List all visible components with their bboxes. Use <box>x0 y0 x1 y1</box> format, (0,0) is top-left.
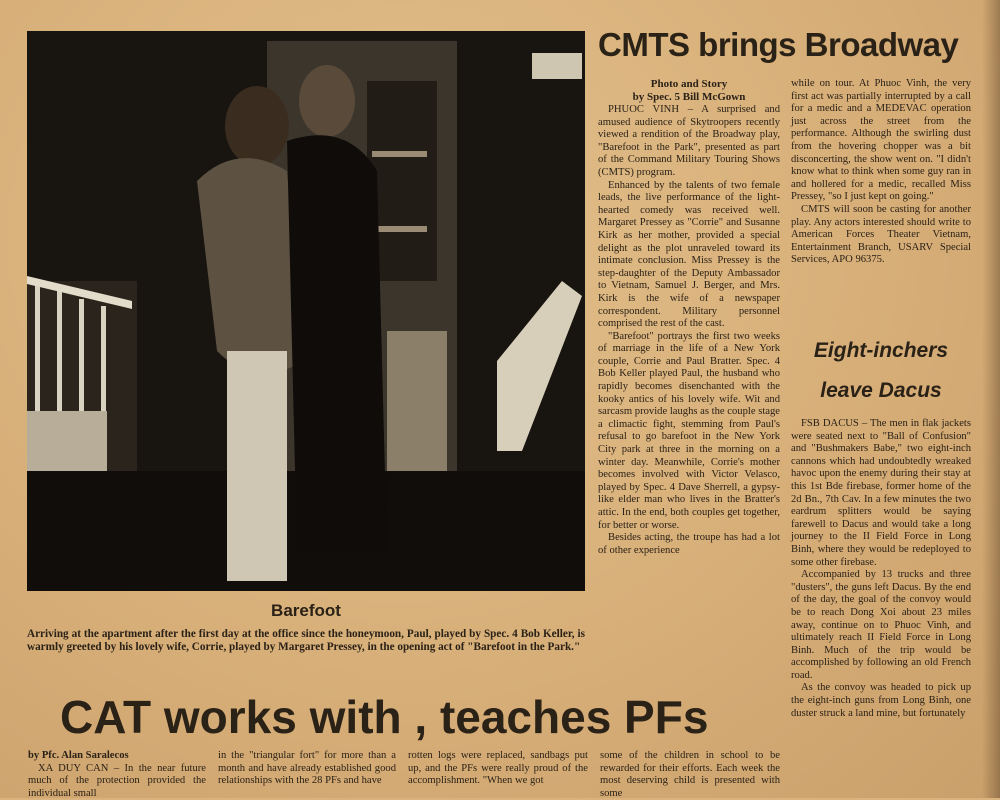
article2-column <box>791 418 971 720</box>
article3-column3 <box>408 750 588 788</box>
article1-paragraph: Besides acting, the troupe has had a lot of other experience <box>598 532 780 556</box>
article2-paragraph: As the convoy was headed to pick up the eight-inch guns from Long Binh, one duster struck a land mine, but fortunately <box>791 682 971 719</box>
headline-cmts: CMTS brings Broadway <box>598 26 959 63</box>
article1-paragraph: Enhanced by the talents of two female leads, the live performance of the light-hearted comedy was received well. Margaret Pressey as "Corrie" and Susanne Kirk as her mother, provided a special delight as the plot unraveled toward its intimate conclusion. Miss Pressey is the step-daughter of the Deputy Ambassador to Vietnam, Samuel J. Berger, and Mrs. Kirk is the wife of a newspaper correspondent. Military personnel comprised the rest of the cast. <box>598 179 780 330</box>
byline-photo-story: Photo and Story <box>650 78 728 90</box>
article1-paragraph: PHUOC VINH – A surprised and amused audience of Skytroopers recently viewed a rendition of the Broadway play, "Barefoot in the Park", presented as part of the Command Military Touring Shows (CMTS) program. <box>598 104 780 178</box>
article3-paragraph: XA DUY CAN – In the near future much of the protection provided the individual small <box>28 762 206 799</box>
article1-paragraph: "Barefoot" portrays the first two weeks of marriage in the life of a New York couple, Corrie and Paul Bratter. Spec. 4 Bob Keller played Paul, the husband who rapidly becomes disenchanted with the kooky antics of his lovely wife. Wit and sarcasm provide laughs as the couple stage a climactic fight, stemming from Paul's refusal to go barefoot in the New York City park at three in the morning on a winter day. Meanwhile, Corrie's mother becomes involved with Victor Velasco, played by Spec. 4 Dave Sherrell, a gypsy-like elder man who lives in the Bratter's attic. In the end, both couples get together, for better or worse. <box>598 330 780 531</box>
article1-column1 <box>598 78 780 557</box>
article2-paragraph: FSB DACUS – The men in flak jackets were seated next to "Ball of Confusion" and "Bushmakers Babe," two eight-inch cannons which had undoubtedly wreaked havoc upon the enemy during their stay at this 1st Bde firebase, former home of the 2d Bn., 7th Cav. In a few minutes the two eardrum splitters would be saying farewell to Dacus and would take a long journey to the II Field Force in Long Binh, where they would be redeployed to some other firebase. <box>791 418 971 568</box>
article3-byline: by Pfc. Alan Saralecos <box>28 750 129 761</box>
article1-column2 <box>791 78 971 267</box>
article3-paragraph: rotten logs were replaced, sandbags put up, and the PFs were really proud of the accomplishment. "When we got <box>408 750 588 787</box>
article1-paragraph: while on tour. At Phuoc Vinh, the very first act was partially interrupted by a call for a medic and a MEDEVAC operation just across the street from the performance. Although the swirling dust from the hovering chopper was a bit disconcerting, the show went on. "I didn't know what to think when some guy ran in and hollered for a medic, recalled Miss Pressey, "so I just kept on going." <box>791 78 971 203</box>
article3-column4 <box>600 750 780 800</box>
article3-paragraph: some of the children in school to be rewarded for their efforts. Each week the most deserving child is presented with some <box>600 750 780 799</box>
headline-leave-dacus: leave Dacus <box>820 379 942 402</box>
headline-cat-works: CAT works with , teaches PFs <box>60 691 709 743</box>
article3-column1 <box>28 750 206 800</box>
photo-image <box>27 31 585 591</box>
photo-caption-title: Barefoot <box>271 601 341 620</box>
photo-caption-text: Arriving at the apartment after the first day at the office since the honeymoon, Paul, played by Spec. 4 Bob Keller, is warmly greeted by his lovely wife, Corrie, played by Margaret Pressey, in the opening act of "Barefoot in the Park." <box>27 628 585 653</box>
byline-author: by Spec. 5 Bill McGown <box>632 91 746 103</box>
article1-paragraph: CMTS will soon be casting for another play. Any actors interested should write to American Forces Theater Vietnam, Entertainment Branch, USARV Special Services, APO 96375. <box>791 203 971 266</box>
article3-column2 <box>218 750 396 788</box>
page-edge-shadow <box>982 0 1000 798</box>
article3-paragraph: in the "triangular fort" for more than a month and have already established good relationships with the 28 PFs and have <box>218 750 396 787</box>
article2-paragraph: Accompanied by 13 trucks and three "dusters", the guns left Dacus. By the end of the day, the goal of the convoy would be to reach Dong Xoi about 23 miles away, continue on to Phuoc Vinh, and ultimately reach II Field Force in Long Binh. Much of the trip would be accomplished by following an old French road. <box>791 569 971 681</box>
photo-barefoot <box>27 31 585 591</box>
headline-eight-inchers: Eight-inchers <box>813 339 949 362</box>
